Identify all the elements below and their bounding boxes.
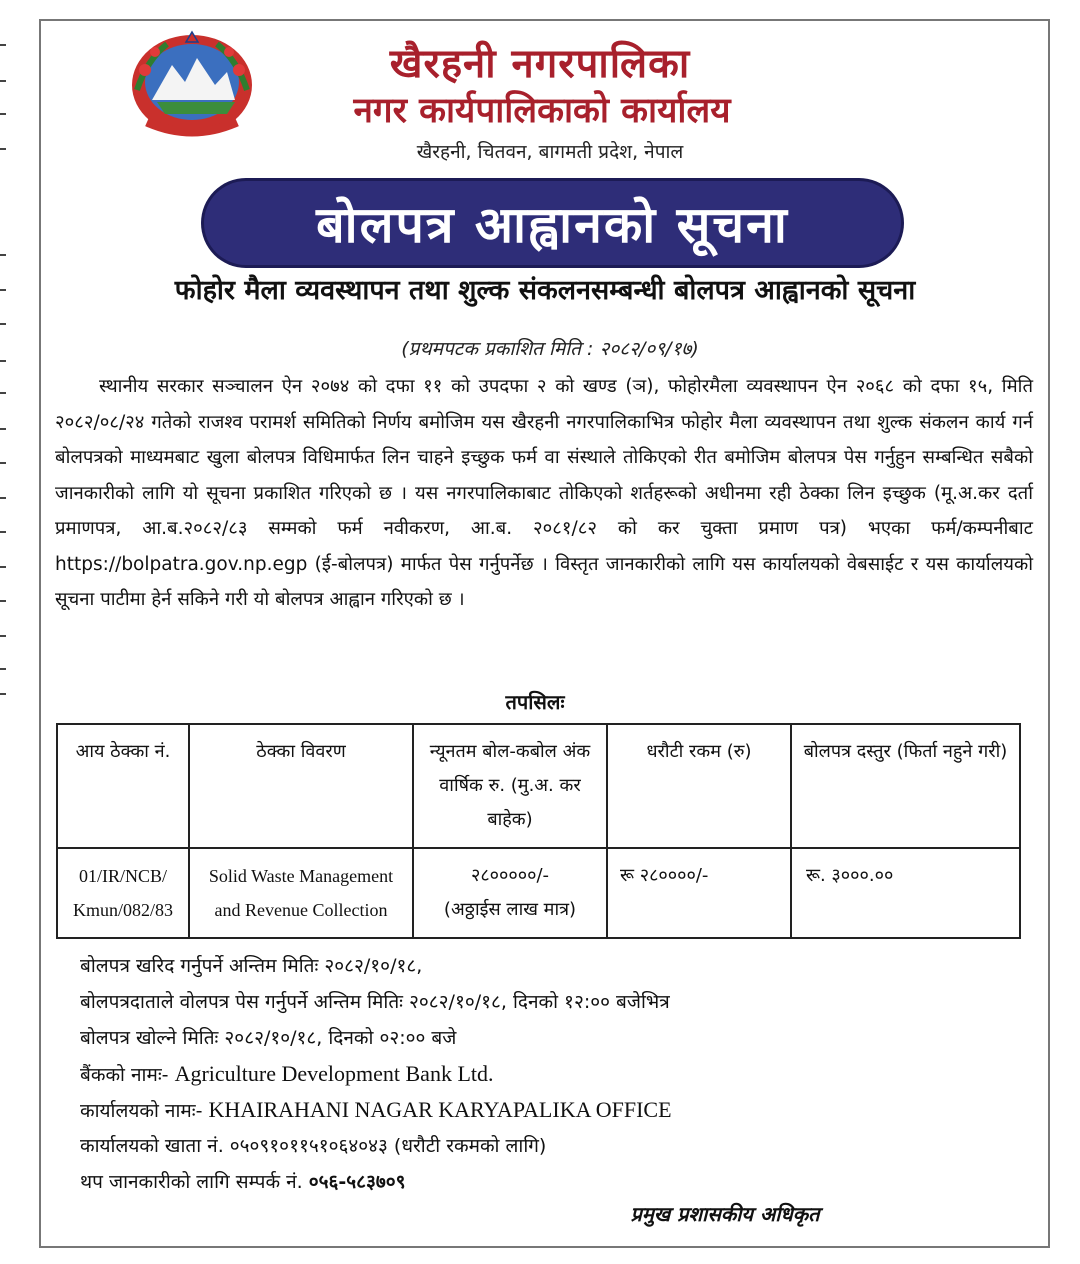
cell-description: Solid Waste Management and Revenue Collection — [189, 848, 413, 938]
bank-name: Agriculture Development Bank Ltd. — [174, 1061, 494, 1086]
cell-deposit: रू २८००००/- — [607, 848, 791, 938]
header-contract-no: आय ठेक्का नं. — [57, 724, 189, 848]
header-deposit: धरौटी रकम (रु) — [607, 724, 791, 848]
header-description: ठेक्का विवरण — [189, 724, 413, 848]
municipality-title: खैरहनी नगरपालिका — [389, 41, 691, 87]
header-min-bid: न्यूनतम बोल-कबोल अंक वार्षिक रु. (मु.अ. कर बाहेक) — [413, 724, 607, 848]
nepal-emblem-icon — [127, 30, 257, 140]
contact-line — [80, 1164, 1010, 1200]
first-published-date: (प्रथमपटक प्रकाशित मिति : २०८२/०९/१७) — [401, 338, 699, 360]
office-line — [80, 1092, 1010, 1128]
account-number: कार्यालयको खाता नं. ०५०९१०११५१०६४०४३ (धरौटी रकमको लागि) — [80, 1135, 547, 1157]
notice-banner — [204, 181, 901, 265]
bank-line — [80, 1056, 1010, 1092]
opening-date: बोलपत्र खोल्ने मितिः २०८२/१०/१८, दिनको ०२:०० बजे — [80, 1027, 457, 1049]
cell-min-bid-words: (अठ्ठाईस लाख मात्र) — [443, 899, 577, 920]
notice-banner-title: बोलपत्र आह्वानको सूचना — [316, 196, 789, 254]
notice-subject: फोहोर मैला व्यवस्थापन तथा शुल्क संकलनसम्बन्धी बोलपत्र आह्वानको सूचना — [174, 275, 916, 306]
cell-contract-no: 01/IR/NCB/ Kmun/082/83 — [57, 848, 189, 938]
office-label: कार्यालयको नामः- — [80, 1100, 203, 1122]
signatory-title: प्रमुख प्रशासकीय अधिकृत — [630, 1202, 820, 1226]
office-address: खैरहनी, चितवन, बागमती प्रदेश, नेपाल — [416, 141, 684, 163]
table-header-row — [57, 724, 1020, 848]
contact-label: थप जानकारीको लागि सम्पर्क नं. — [80, 1171, 303, 1193]
office-name: KHAIRAHANI NAGAR KARYAPALIKA OFFICE — [208, 1097, 672, 1122]
bank-label: बैंकको नामः- — [80, 1064, 169, 1086]
bid-details — [80, 948, 1010, 1200]
table-row — [57, 848, 1020, 938]
office-title: नगर कार्यपालिकाको कार्यालय — [353, 91, 731, 131]
submission-deadline: बोलपत्रदाताले वोलपत्र पेस गर्नुपर्ने अन्तिम मितिः २०८२/१०/१८, दिनको १२:०० बजेभित्र — [80, 991, 670, 1013]
bid-table — [56, 723, 1021, 939]
contact-number: ०५६-५८३७०९ — [308, 1171, 406, 1193]
header-fee: बोलपत्र दस्तुर (फिर्ता नहुने गरी) — [791, 724, 1020, 848]
cell-min-bid — [413, 848, 607, 938]
cell-fee: रू. ३०००.०० — [791, 848, 1020, 938]
notice-body: स्थानीय सरकार सञ्चालन ऐन २०७४ को दफा ११ को उपदफा २ को खण्ड (ञ), फोहोरमैला व्यवस्थापन ऐन २०६८ को दफा १५, मिति २०८२/०८/२४ गतेको राजश्व परामर्श समितिको निर्णय बमोजिम यस खैरहनी नगरपालिकाभित्र फोहोर मैला व्यवस्थापन तथा शुल्क संकलन कार्य गर्न बोलपत्रको माध्यमबाट खुला बोलपत्र विधिमार्फत लिन चाहने इच्छुक फर्म वा संस्थाले तोकिएको रीत बमोजिम बोलपत्र पेस गर्नुहुन सम्बन्धित सबैको जानकारीको लागि यो सूचना प्रकाशित गरिएको छ । यस नगरपालिकाबाट तोकिएको शर्तहरूको अधीनमा रही ठेक्का लिन इच्छुक (मू.अ.कर दर्ता प्रमाणपत्र, आ.ब.२०८२/८३ सम्मको फर्म नवीकरण, आ.ब. २०८१/८२ को कर चुक्ता प्रमाण पत्र) भएका फर्म/कम्पनीबाट https://bolpatra.gov.np.egp (ई-बोलपत्र) मार्फत पेस गर्नुपर्नेछ । विस्तृत जानकारीको लागि यस कार्यालयको वेबसाईट र यस कार्यालयको सूचना पाटीमा हेर्न सकिने गरी यो बोलपत्र आह्वान गरिएको छ । — [55, 376, 1034, 610]
purchase-deadline: बोलपत्र खरिद गर्नुपर्ने अन्तिम मितिः २०८२/१०/१८, — [80, 955, 423, 977]
table-caption: तपसिलः — [505, 690, 565, 714]
cell-min-bid-amount: २८०००००/- — [470, 865, 550, 886]
margin-ticks — [0, 0, 10, 720]
